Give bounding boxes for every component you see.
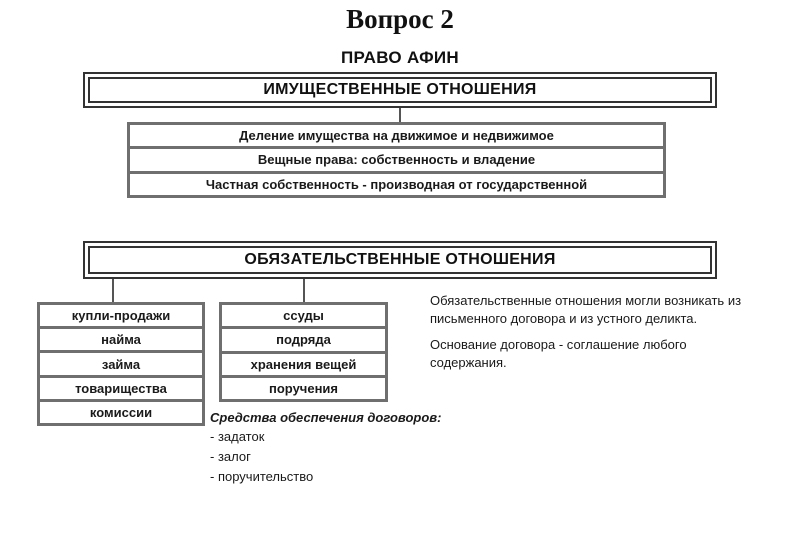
contract-type-item: товарищества bbox=[40, 378, 202, 399]
contract-type-item: хранения вещей bbox=[222, 354, 385, 375]
page-title: Вопрос 2 bbox=[346, 4, 454, 34]
connector-line bbox=[399, 108, 401, 123]
subtitle: ПРАВО АФИН bbox=[341, 48, 459, 67]
property-item: Частная собственность - производная от государственной bbox=[130, 174, 663, 195]
connector-line bbox=[303, 279, 305, 302]
contract-type-item: займа bbox=[40, 353, 202, 374]
obligations-note-2: Основание договора - соглашение любого содержания. bbox=[430, 337, 687, 370]
obligations-left-list bbox=[37, 302, 205, 426]
contract-type-item: комиссии bbox=[40, 402, 202, 423]
security-item: - задаток bbox=[210, 429, 265, 444]
security-item: - залог bbox=[210, 449, 251, 464]
obligations-note-1: Обязательственные отношения могли возникать из письменного договора и из устного деликта. bbox=[430, 293, 742, 326]
obligations-header bbox=[83, 241, 717, 279]
contract-type-item: найма bbox=[40, 329, 202, 350]
obligations-middle-list bbox=[219, 302, 388, 402]
contract-type-item: поручения bbox=[222, 378, 385, 399]
connector-line bbox=[112, 279, 114, 302]
security-means bbox=[210, 410, 530, 487]
obligations-note bbox=[430, 292, 760, 380]
contract-type-item: купли-продажи bbox=[40, 305, 202, 326]
property-items-list bbox=[127, 122, 666, 198]
security-item: - поручительство bbox=[210, 469, 314, 484]
security-means-title: Средства обеспечения договоров: bbox=[210, 410, 442, 425]
contract-type-item: подряда bbox=[222, 329, 385, 350]
contract-type-item: ссуды bbox=[222, 305, 385, 326]
property-item: Вещные права: собственность и владение bbox=[130, 149, 663, 170]
property-relations-header bbox=[83, 72, 717, 108]
obligations-header-label: ОБЯЗАТЕЛЬСТВЕННЫЕ ОТНОШЕНИЯ bbox=[88, 246, 712, 274]
property-item: Деление имущества на движимое и недвижимое bbox=[130, 125, 663, 146]
property-relations-header-label: ИМУЩЕСТВЕННЫЕ ОТНОШЕНИЯ bbox=[88, 77, 712, 103]
